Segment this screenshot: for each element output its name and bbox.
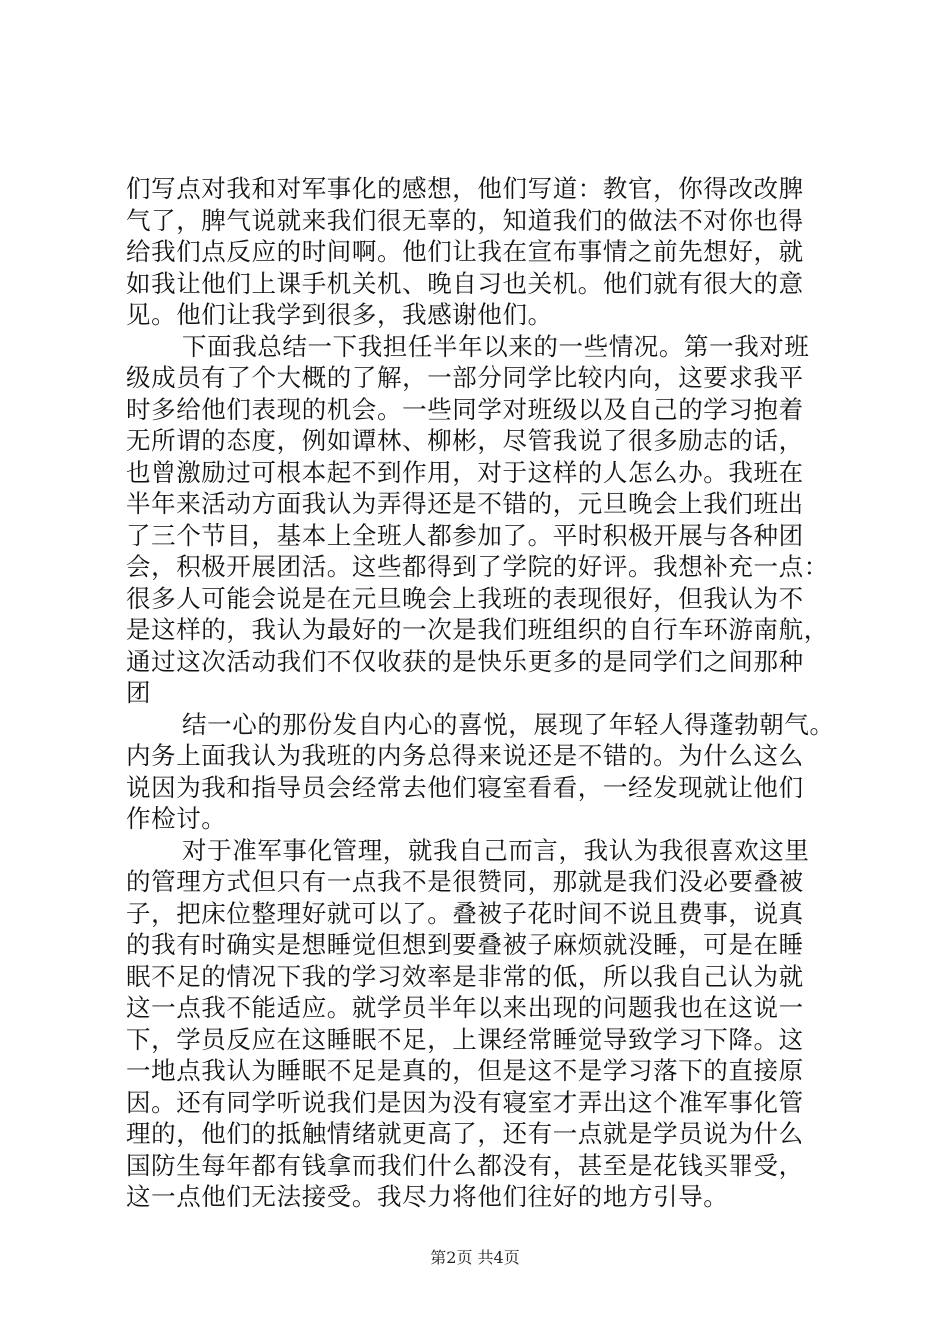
document-body (126, 173, 856, 1213)
text-line: 无所谓的态度，例如谭林、柳彬，尽管我说了很多励志的话， (126, 426, 804, 455)
page-number-footer: 第2页 共4页 (430, 1248, 520, 1267)
text-line: 国防生每年都有钱拿而我们什么都没有，甚至是花钱买罪受， (126, 1150, 804, 1180)
text-line: 级成员有了个大概的了解，一部分同学比较内向，这要求我平 (126, 363, 804, 392)
text-line: 这一点我不能适应。就学员半年以来出现的问题我也在这说一 (126, 993, 804, 1022)
text-line: 们写点对我和对军事化的感想，他们写道：教官，你得改改脾 (126, 174, 804, 203)
text-line: 是这样的，我认为最好的一次是我们班组织的自行车环游南航， (126, 615, 829, 644)
text-line: 作检讨。 (126, 804, 227, 833)
text-line: 气了，脾气说就来我们很无辜的，知道我们的做法不对你也得 (126, 205, 804, 235)
text-line: 的管理方式但只有一点我不是很赞同，那就是我们没必要叠被 (126, 867, 804, 896)
text-line: 见。他们让我学到很多，我感谢他们。 (126, 300, 553, 329)
text-line: 这一点他们无法接受。我尽力将他们往好的地方引导。 (126, 1182, 729, 1211)
text-line: 半年来活动方面我认为弄得还是不错的，元旦晚会上我们班出 (126, 489, 804, 518)
text-line: 给我们点反应的时间啊。他们让我在宣布事情之前先想好，就 (126, 237, 804, 266)
text-line: 的我有时确实是想睡觉但想到要叠被子麻烦就没睡，可是在睡 (126, 930, 804, 959)
text-line: 很多人可能会说是在元旦晚会上我班的表现很好，但我认为不 (126, 583, 804, 613)
paragraph-start-line: 结一心的那份发自内心的喜悦，展现了年轻人得蓬勃朝气。 (182, 709, 835, 739)
text-line: 因。还有同学听说我们是因为没有寝室才弄出这个准军事化管 (126, 1087, 804, 1117)
text-line: 时多给他们表现的机会。一些同学对班级以及自己的学习抱着 (126, 394, 804, 424)
text-line: 理的，他们的抵触情绪就更高了，还有一点就是学员说为什么 (126, 1119, 804, 1148)
text-line: 会，积极开展团活。这些都得到了学院的好评。我想补充一点： (126, 552, 829, 581)
text-line: 子，把床位整理好就可以了。叠被子花时间不说且费事，说真 (126, 898, 804, 928)
text-line: 说因为我和指导员会经常去他们寝室看看，一经发现就让他们 (126, 772, 804, 802)
text-line: 通过这次活动我们不仅收获的是快乐更多的是同学们之间那种 (126, 646, 804, 676)
text-line: 也曾激励过可根本起不到作用，对于这样的人怎么办。我班在 (126, 457, 804, 487)
text-line: 团 (126, 678, 152, 707)
paragraph-start-line: 下面我总结一下我担任半年以来的一些情况。第一我对班 (182, 331, 810, 361)
text-line: 一地点我认为睡眠不足是真的，但是这不是学习落下的直接原 (126, 1056, 804, 1085)
text-line: 内务上面我认为我班的内务总得来说还是不错的。为什么这么 (126, 741, 804, 770)
paragraph-start-line: 对于准军事化管理，就我自己而言，我认为我很喜欢这里 (182, 835, 810, 865)
text-line: 眠不足的情况下我的学习效率是非常的低，所以我自己认为就 (126, 961, 804, 991)
text-line: 下，学员反应在这睡眠不足，上课经常睡觉导致学习下降。这 (126, 1024, 804, 1054)
text-line: 如我让他们上课手机关机、晚自习也关机。他们就有很大的意 (126, 268, 804, 298)
text-line: 了三个节目，基本上全班人都参加了。平时积极开展与各种团 (126, 520, 804, 550)
